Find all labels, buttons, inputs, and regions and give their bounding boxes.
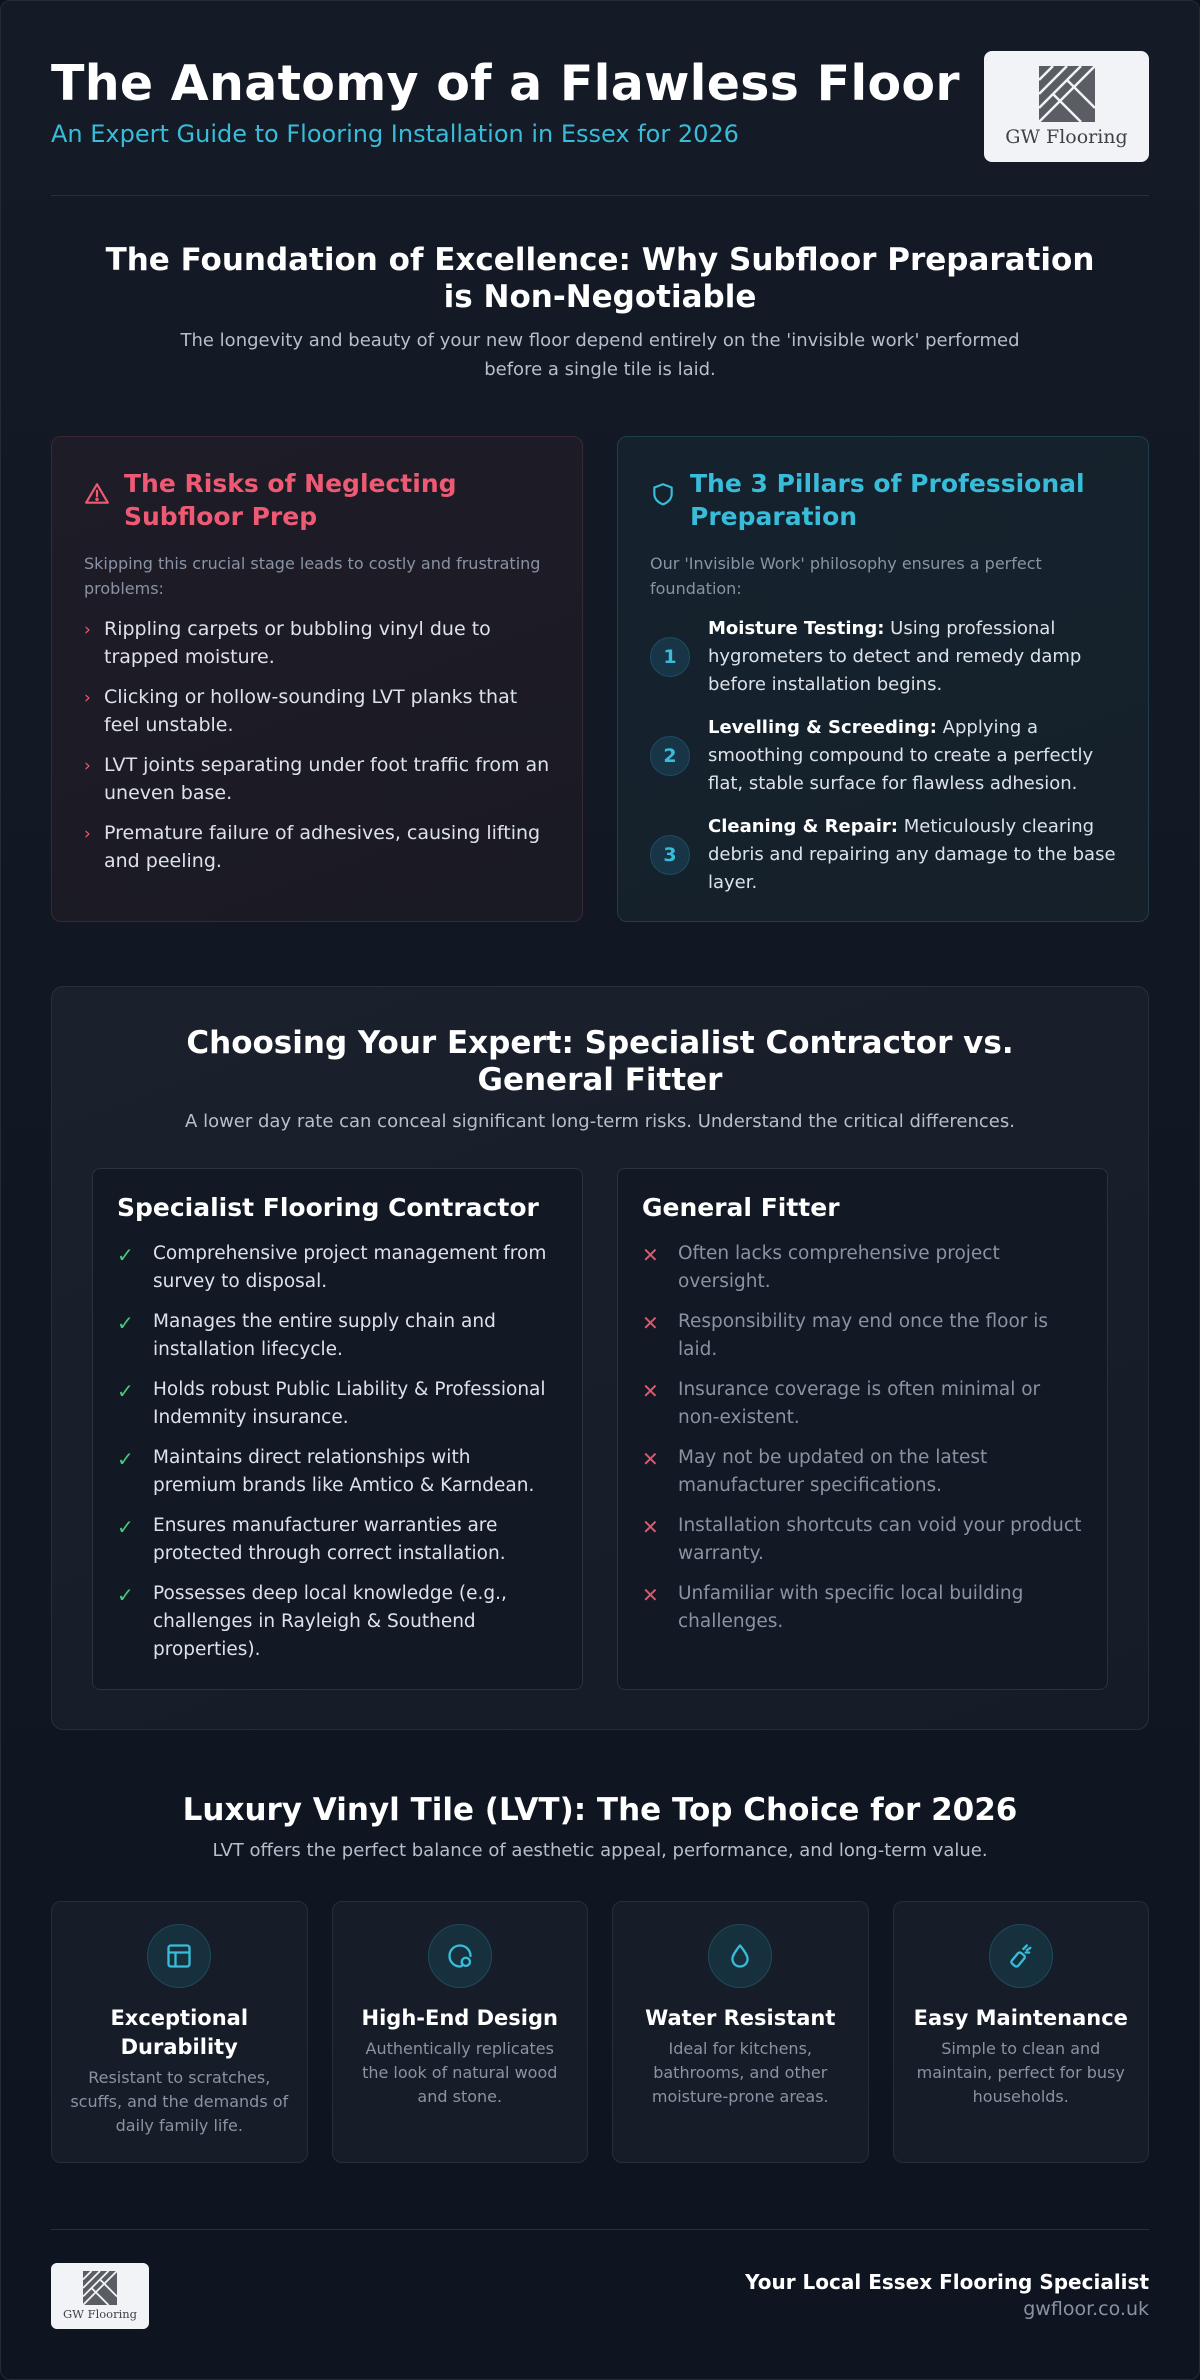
brand-logo	[984, 51, 1149, 162]
foundation-cards	[51, 436, 1149, 922]
feature-card	[51, 1901, 308, 2163]
herringbone-logo-icon	[1039, 66, 1095, 122]
check-icon: ✓	[117, 1311, 134, 1335]
list-item: ✕ Often lacks comprehensive project oversight.	[642, 1240, 1083, 1296]
pillar-item: 1 Moisture Testing: Using professional hygrometers to detect and remedy damp before installation begins.	[650, 615, 1116, 699]
cross-icon: ✕	[642, 1311, 659, 1335]
list-item: ✓ Maintains direct relationships with premium brands like Amtico & Karndean.	[117, 1444, 558, 1500]
footer-website-link[interactable]: gwfloor.co.uk	[1023, 2298, 1149, 2320]
step-number: 1	[650, 637, 690, 677]
footer	[51, 2229, 1149, 2329]
comparison-title: Choosing Your Expert: Specialist Contractor vs. General Fitter	[186, 1025, 1014, 1098]
list-item: › Premature failure of adhesives, causing lifting and peeling.	[84, 819, 550, 875]
palette-icon	[446, 1942, 474, 1970]
check-icon: ✓	[117, 1447, 134, 1471]
water-drop-icon	[726, 1942, 754, 1970]
cross-icon: ✕	[642, 1515, 659, 1539]
chevron-right-icon: ›	[84, 756, 91, 776]
comparison-columns	[92, 1168, 1108, 1690]
check-icon: ✓	[117, 1243, 134, 1267]
pillars-intro: Our 'Invisible Work' philosophy ensures a perfect foundation:	[650, 554, 1042, 598]
risks-list	[84, 615, 550, 875]
foundation-title: The Foundation of Excellence: Why Subfloor Preparation is Non-Negotiable	[105, 242, 1095, 315]
feature-title: Easy Maintenance	[913, 2006, 1128, 2030]
chevron-right-icon: ›	[84, 688, 91, 708]
list-item: ✓ Ensures manufacturer warranties are protected through correct installation.	[117, 1512, 558, 1568]
list-item: ✓ Possesses deep local knowledge (e.g., challenges in Rayleigh & Southend properties).	[117, 1580, 558, 1664]
general-fitter-title: General Fitter	[642, 1193, 840, 1222]
specialist-card	[92, 1168, 583, 1690]
comparison-subtitle: A lower day rate can conceal significant long-term risks. Understand the critical differences.	[185, 1111, 1015, 1132]
feature-title: Water Resistant	[645, 2006, 836, 2030]
list-item: ✕ May not be updated on the latest manufacturer specifications.	[642, 1444, 1083, 1500]
header	[51, 1, 1149, 196]
feature-title: Exceptional Durability	[110, 2006, 249, 2059]
list-item: ✓ Manages the entire supply chain and installation lifecycle.	[117, 1308, 558, 1364]
list-item: ✕ Unfamiliar with specific local building challenges.	[642, 1580, 1083, 1636]
list-item: ✕ Installation shortcuts can void your product warranty.	[642, 1512, 1083, 1568]
cleaning-spray-icon	[1007, 1942, 1035, 1970]
step-number: 3	[650, 835, 690, 875]
risks-card	[51, 436, 583, 922]
lvt-features	[51, 1901, 1149, 2163]
foundation-subtitle: The longevity and beauty of your new floor depend entirely on the 'invisible work' performed before a single tile is laid.	[180, 330, 1020, 380]
footer-tagline: Your Local Essex Flooring Specialist	[745, 2270, 1149, 2294]
list-item: › Rippling carpets or bubbling vinyl due to trapped moisture.	[84, 615, 550, 671]
page-subtitle: An Expert Guide to Flooring Installation in Essex for 2026	[51, 120, 739, 148]
feature-description: Resistant to scratches, scuffs, and the demands of daily family life.	[70, 2068, 289, 2135]
lvt-title: Luxury Vinyl Tile (LVT): The Top Choice for 2026	[182, 1792, 1018, 1828]
specialist-list	[117, 1240, 558, 1664]
pillars-list	[650, 615, 1116, 897]
feature-description: Ideal for kitchens, bathrooms, and other moisture-prone areas.	[651, 2039, 829, 2106]
feature-description: Simple to clean and maintain, perfect for busy households.	[916, 2039, 1125, 2106]
cross-icon: ✕	[642, 1379, 659, 1403]
pillar-item: 3 Cleaning & Repair: Meticulously clearing debris and repairing any damage to the base layer.	[650, 813, 1116, 897]
risks-intro: Skipping this crucial stage leads to costly and frustrating problems:	[84, 554, 541, 598]
lvt-subtitle: LVT offers the perfect balance of aesthetic appeal, performance, and long-term value.	[212, 1840, 988, 1861]
list-item: › Clicking or hollow-sounding LVT planks that feel unstable.	[84, 683, 550, 739]
footer-logo	[51, 2263, 149, 2329]
logo-text: GW Flooring	[62, 2307, 138, 2321]
general-fitter-card	[617, 1168, 1108, 1690]
general-fitter-list	[642, 1240, 1083, 1636]
risks-title: The Risks of Neglecting Subfloor Prep	[124, 469, 457, 531]
cross-icon: ✕	[642, 1447, 659, 1471]
feature-card	[893, 1901, 1150, 2163]
step-number: 2	[650, 736, 690, 776]
herringbone-logo-icon	[83, 2271, 117, 2305]
check-icon: ✓	[117, 1583, 134, 1607]
list-item: ✕ Insurance coverage is often minimal or non-existent.	[642, 1376, 1083, 1432]
list-item: ✓ Holds robust Public Liability & Professional Indemnity insurance.	[117, 1376, 558, 1432]
feature-title: High-End Design	[361, 2006, 558, 2030]
check-icon: ✓	[117, 1379, 134, 1403]
check-icon: ✓	[117, 1515, 134, 1539]
feature-description: Authentically replicates the look of natural wood and stone.	[362, 2039, 558, 2106]
feature-card	[332, 1901, 589, 2163]
cross-icon: ✕	[642, 1583, 659, 1607]
cross-icon: ✕	[642, 1243, 659, 1267]
list-item: › LVT joints separating under foot traffic from an uneven base.	[84, 751, 550, 807]
chevron-right-icon: ›	[84, 824, 91, 844]
warning-triangle-icon	[84, 481, 110, 507]
list-item: ✓ Comprehensive project management from survey to disposal.	[117, 1240, 558, 1296]
feature-card	[612, 1901, 869, 2163]
layout-panel-icon	[165, 1942, 193, 1970]
specialist-title: Specialist Flooring Contractor	[117, 1193, 539, 1222]
logo-text: GW Flooring	[1005, 125, 1128, 148]
pillar-item: 2 Levelling & Screeding: Applying a smoothing compound to create a perfectly flat, stable surface for flawless adhesion.	[650, 714, 1116, 798]
chevron-right-icon: ›	[84, 620, 91, 640]
page-title: The Anatomy of a Flawless Floor	[51, 55, 960, 112]
pillars-card	[617, 436, 1149, 922]
list-item: ✕ Responsibility may end once the floor is laid.	[642, 1308, 1083, 1364]
pillars-title: The 3 Pillars of Professional Preparation	[690, 469, 1085, 531]
shield-icon	[650, 481, 676, 507]
comparison-panel	[51, 986, 1149, 1730]
